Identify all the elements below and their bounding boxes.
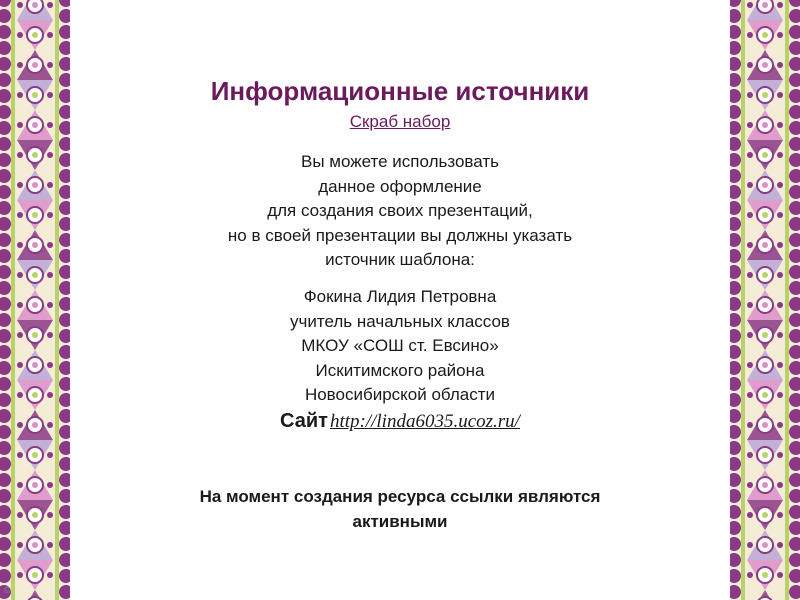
flower-center	[762, 422, 768, 428]
flower-center	[32, 452, 38, 458]
small-dot	[777, 452, 783, 458]
small-dot	[747, 2, 753, 8]
small-dot	[47, 272, 53, 278]
small-dot	[47, 512, 53, 518]
small-dot	[777, 212, 783, 218]
small-dot	[47, 242, 53, 248]
flower-center	[32, 512, 38, 518]
left-decorative-border	[0, 0, 70, 600]
small-dot	[47, 392, 53, 398]
small-dot	[17, 2, 23, 8]
small-dot	[17, 452, 23, 458]
small-dot	[777, 332, 783, 338]
small-dot	[747, 452, 753, 458]
small-dot	[777, 362, 783, 368]
flower-center	[32, 212, 38, 218]
intro-line: но в своей презентации вы должны указать	[227, 225, 573, 245]
small-dot	[47, 332, 53, 338]
copyright-mark: ©	[4, 585, 11, 595]
small-dot	[777, 182, 783, 188]
small-dot	[747, 302, 753, 308]
flower-center	[762, 122, 768, 128]
small-dot	[777, 272, 783, 278]
small-dot	[47, 212, 53, 218]
flower-center	[32, 482, 38, 488]
flower-center	[32, 182, 38, 188]
small-dot	[47, 542, 53, 548]
flower-center	[762, 542, 768, 548]
small-dot	[747, 272, 753, 278]
small-dot	[777, 242, 783, 248]
small-dot	[747, 422, 753, 428]
border-stripe	[55, 0, 59, 600]
small-dot	[47, 572, 53, 578]
small-dot	[47, 182, 53, 188]
flower-center	[762, 332, 768, 338]
author-line: МКОУ «СОШ ст. Евсино»	[301, 336, 499, 355]
author-line: Искитимского района	[315, 360, 485, 380]
border-pattern-right	[730, 0, 800, 600]
small-dot	[777, 542, 783, 548]
flower-center	[762, 32, 768, 38]
small-dot	[17, 152, 23, 158]
small-dot	[747, 212, 753, 218]
flower-center	[762, 362, 768, 368]
flower-center	[32, 422, 38, 428]
small-dot	[777, 152, 783, 158]
small-dot	[47, 92, 53, 98]
small-dot	[777, 482, 783, 488]
flower-center	[32, 302, 38, 308]
small-dot	[747, 362, 753, 368]
small-dot	[747, 92, 753, 98]
intro-line: источник шаблона:	[325, 250, 475, 269]
small-dot	[17, 542, 23, 548]
intro-line: для создания своих презентаций,	[267, 201, 533, 220]
flower-center	[762, 2, 768, 8]
small-dot	[747, 32, 753, 38]
flower-center	[32, 92, 38, 98]
small-dot	[17, 482, 23, 488]
flower-center	[32, 152, 38, 158]
small-dot	[747, 572, 753, 578]
flower-center	[762, 302, 768, 308]
small-dot	[777, 62, 783, 68]
slide-subtitle	[70, 112, 730, 132]
flower-center	[762, 452, 768, 458]
flower-center	[32, 392, 38, 398]
small-dot	[777, 122, 783, 128]
flower-center	[32, 272, 38, 278]
small-dot	[747, 122, 753, 128]
flower-center	[762, 482, 768, 488]
border-stripe	[741, 0, 745, 600]
small-dot	[17, 32, 23, 38]
flower-center	[762, 512, 768, 518]
author-line: учитель начальных классов	[290, 311, 510, 331]
site-link[interactable]: http://linda6035.ucoz.ru/	[329, 411, 520, 432]
small-dot	[777, 2, 783, 8]
small-dot	[747, 482, 753, 488]
small-dot	[747, 242, 753, 248]
small-dot	[17, 512, 23, 518]
border-pattern-left	[0, 0, 70, 600]
small-dot	[47, 302, 53, 308]
flower-center	[32, 32, 38, 38]
small-dot	[17, 392, 23, 398]
small-dot	[17, 62, 23, 68]
small-dot	[777, 422, 783, 428]
author-line: Фокина Лидия Петровна	[303, 287, 497, 306]
small-dot	[17, 332, 23, 338]
slide-title: Информационные источники	[210, 76, 590, 106]
border-stripe	[785, 0, 789, 600]
intro-line: данное оформление	[318, 176, 482, 196]
small-dot	[47, 362, 53, 368]
small-dot	[747, 152, 753, 158]
intro-paragraph	[70, 150, 730, 273]
note-line: активными	[352, 512, 448, 531]
site-label: Сайт	[280, 410, 328, 432]
small-dot	[777, 302, 783, 308]
note-line: На момент создания ресурса ссылки являются	[199, 487, 601, 506]
flower-center	[32, 242, 38, 248]
small-dot	[47, 152, 53, 158]
author-line: Новосибирской области	[304, 385, 496, 404]
small-dot	[47, 2, 53, 8]
flower-center	[762, 152, 768, 158]
small-dot	[747, 542, 753, 548]
small-dot	[17, 422, 23, 428]
flower-center	[32, 362, 38, 368]
flower-center	[762, 272, 768, 278]
site-line	[70, 410, 730, 433]
small-dot	[17, 302, 23, 308]
flower-center	[762, 92, 768, 98]
small-dot	[747, 512, 753, 518]
small-dot	[777, 92, 783, 98]
flower-center	[762, 242, 768, 248]
small-dot	[17, 362, 23, 368]
small-dot	[47, 62, 53, 68]
small-dot	[47, 482, 53, 488]
small-dot	[17, 182, 23, 188]
flower-center	[32, 572, 38, 578]
small-dot	[777, 572, 783, 578]
small-dot	[777, 392, 783, 398]
flower-center	[32, 332, 38, 338]
small-dot	[747, 62, 753, 68]
small-dot	[777, 512, 783, 518]
flower-center	[762, 212, 768, 218]
small-dot	[17, 212, 23, 218]
flower-center	[32, 122, 38, 128]
small-dot	[747, 392, 753, 398]
flower-center	[32, 2, 38, 8]
small-dot	[747, 182, 753, 188]
slide-content	[70, 0, 730, 600]
right-decorative-border	[730, 0, 800, 600]
flower-center	[32, 542, 38, 548]
small-dot	[747, 332, 753, 338]
small-dot	[17, 122, 23, 128]
subtitle-text: Скраб набор	[349, 112, 451, 131]
intro-line: Вы можете использовать	[301, 152, 499, 171]
border-stripe	[11, 0, 15, 600]
flower-center	[762, 62, 768, 68]
author-paragraph	[70, 285, 730, 408]
small-dot	[17, 572, 23, 578]
small-dot	[777, 32, 783, 38]
small-dot	[17, 242, 23, 248]
small-dot	[47, 452, 53, 458]
flower-center	[762, 392, 768, 398]
flower-center	[32, 62, 38, 68]
small-dot	[17, 92, 23, 98]
links-active-note	[70, 484, 730, 534]
small-dot	[47, 122, 53, 128]
flower-center	[762, 182, 768, 188]
small-dot	[17, 272, 23, 278]
small-dot	[47, 422, 53, 428]
small-dot	[47, 32, 53, 38]
flower-center	[762, 572, 768, 578]
